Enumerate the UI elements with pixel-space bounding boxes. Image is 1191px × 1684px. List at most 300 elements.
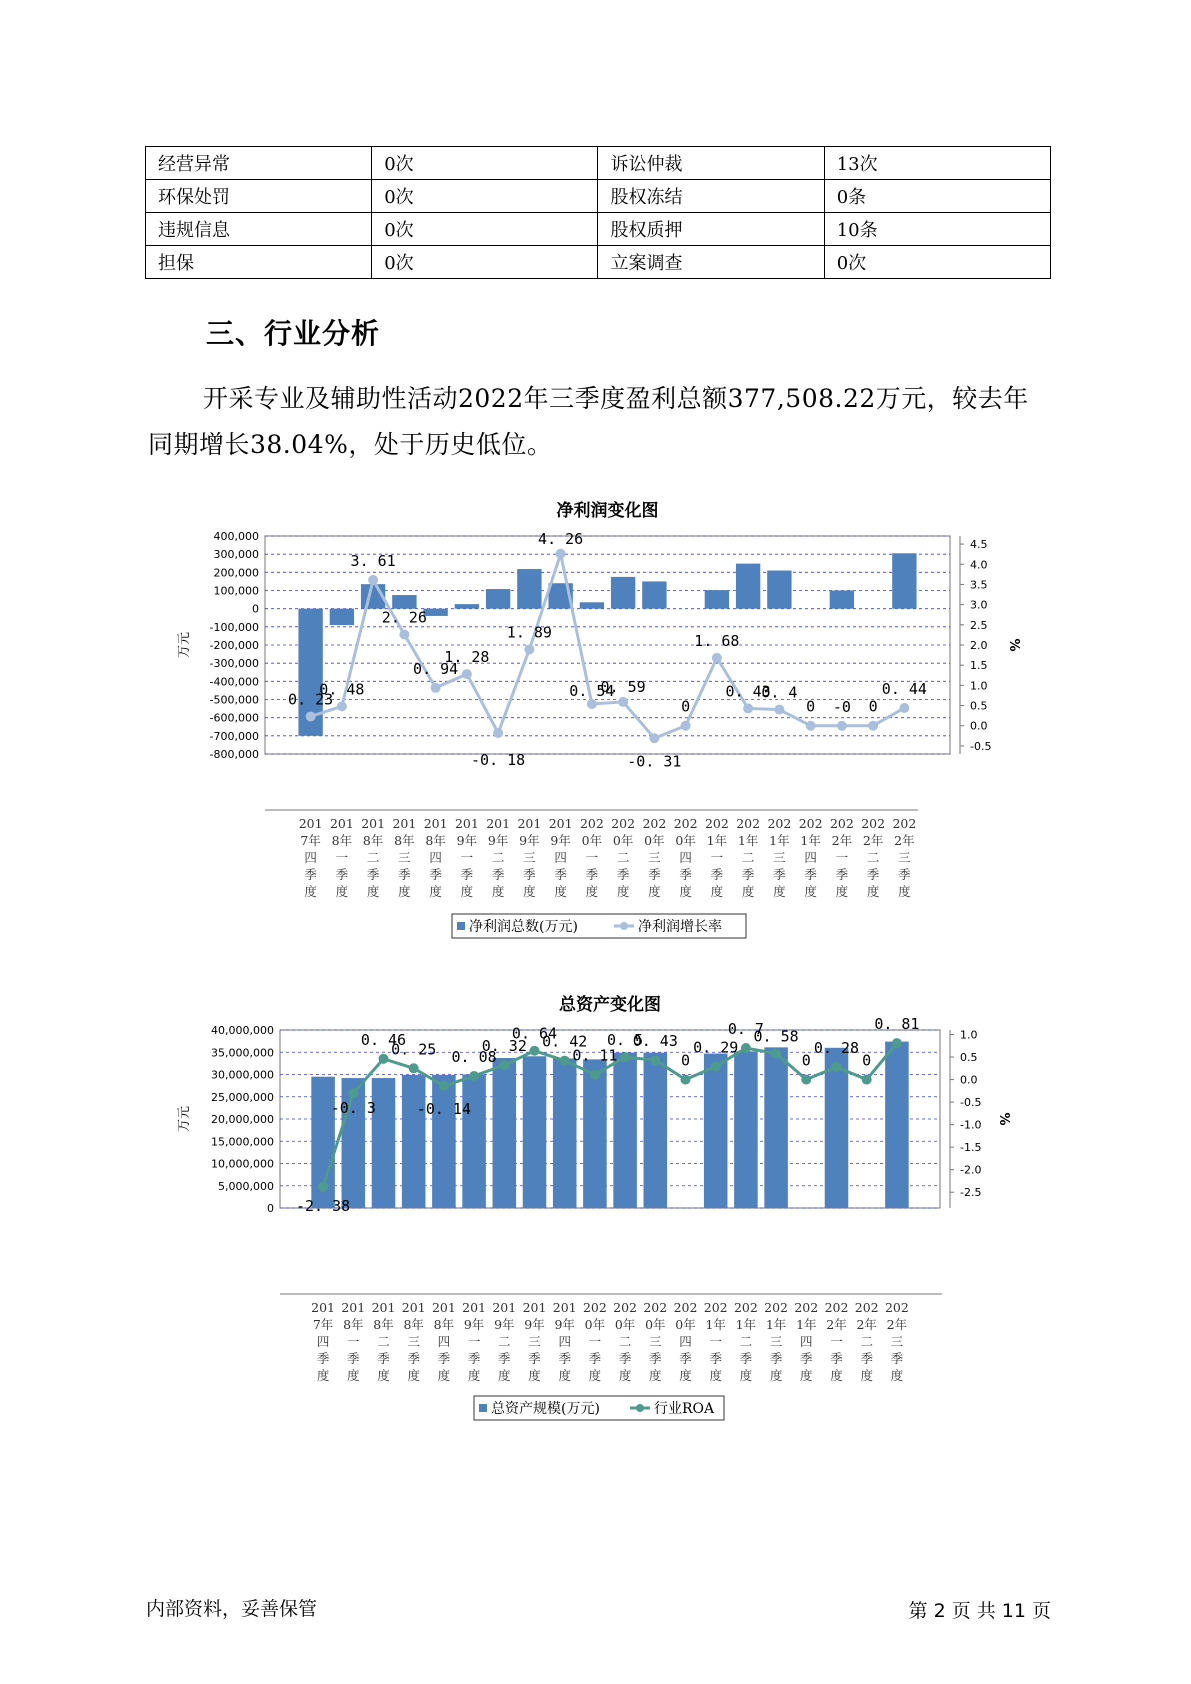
- y2-tick-label: 1.0: [960, 1028, 978, 1042]
- line-point: [862, 1075, 872, 1085]
- x-tick-label: 四: [437, 1334, 451, 1349]
- risk-table-value: 0次: [372, 180, 598, 213]
- bar: [767, 571, 791, 609]
- y2-tick-label: 0.0: [970, 719, 988, 733]
- x-tick-label: 季: [769, 1351, 783, 1366]
- legend-bar-swatch: [479, 1404, 487, 1412]
- x-tick-label: 度: [830, 1368, 843, 1383]
- line-point: [469, 1071, 479, 1081]
- x-tick-label: 201: [522, 1300, 547, 1315]
- x-tick-label: 202: [829, 816, 854, 831]
- x-tick-label: 度: [835, 884, 849, 899]
- x-tick-label: 二: [866, 850, 880, 865]
- x-tick-label: 201: [361, 816, 386, 831]
- x-tick-label: 季: [800, 1351, 813, 1366]
- line-point: [493, 728, 503, 738]
- y-tick-label: 10,000,000: [211, 1157, 274, 1171]
- x-tick-label: 8年: [425, 833, 446, 848]
- x-tick-label: 202: [704, 816, 729, 831]
- bar: [423, 609, 447, 616]
- x-tick-label: 202: [642, 816, 667, 831]
- data-label: 0. 48: [319, 680, 365, 699]
- x-tick-label: 季: [304, 867, 317, 882]
- x-tick-label: 季: [467, 1351, 481, 1366]
- total-assets-chart-svg: [0, 992, 1191, 1442]
- x-tick-label: 一: [588, 1334, 602, 1349]
- x-tick-label: 度: [498, 1368, 511, 1383]
- data-label: 0. 7: [727, 1020, 764, 1039]
- bar: [830, 591, 854, 609]
- legend-line-marker: [620, 922, 628, 930]
- data-label: 0. 58: [753, 1027, 799, 1046]
- line-point: [837, 721, 847, 731]
- y-tick-label: 15,000,000: [211, 1135, 274, 1149]
- y-tick-label: 0: [267, 1202, 274, 1215]
- x-tick-label: 二: [491, 850, 505, 865]
- x-tick-label: 度: [491, 884, 505, 899]
- data-label: 0: [862, 1051, 872, 1070]
- y-tick-label: 5,000,000: [218, 1179, 274, 1193]
- line-point: [712, 653, 722, 663]
- x-tick-label: 季: [429, 867, 442, 882]
- data-label: 1. 68: [694, 631, 740, 650]
- x-tick-label: 度: [377, 1368, 390, 1383]
- x-tick-label: 度: [773, 884, 786, 899]
- x-tick-label: 1年: [735, 1317, 757, 1332]
- y2-tick-label: -1.5: [960, 1141, 982, 1155]
- data-label: 3. 61: [350, 552, 396, 571]
- line-point: [681, 1075, 691, 1085]
- line-point: [318, 1182, 328, 1192]
- x-tick-label: 一: [347, 1334, 360, 1349]
- y2-tick-label: 1.0: [970, 679, 988, 693]
- bar: [611, 577, 635, 609]
- y2-tick-label: -1.0: [960, 1118, 982, 1132]
- y-tick-label: 0: [252, 602, 259, 616]
- x-tick-label: 201: [341, 1300, 366, 1315]
- x-tick-label: 度: [710, 884, 724, 899]
- x-tick-label: 度: [616, 884, 630, 899]
- bar: [736, 564, 760, 609]
- x-tick-label: 四: [304, 850, 317, 865]
- legend-line-label: 净利润增长率: [638, 919, 722, 935]
- x-tick-label: 三: [648, 850, 661, 865]
- y2-tick-label: -0.5: [960, 1096, 982, 1110]
- x-tick-label: 201: [329, 816, 354, 831]
- line-point: [399, 630, 409, 640]
- x-tick-label: 201: [392, 816, 417, 831]
- x-tick-label: 季: [739, 1351, 753, 1366]
- y-axis-label: 万元: [177, 1105, 192, 1133]
- line-point: [868, 721, 878, 731]
- x-tick-label: 季: [649, 1351, 662, 1366]
- x-tick-label: 7年: [300, 833, 321, 848]
- x-tick-label: 一: [585, 850, 599, 865]
- x-tick-label: 三: [890, 1334, 904, 1349]
- x-tick-label: 0年: [644, 833, 665, 848]
- x-tick-label: 度: [528, 1368, 541, 1383]
- x-tick-label: 四: [558, 1334, 571, 1349]
- legend-bar-label: 净利润总数(万元): [469, 919, 578, 935]
- risk-table-value: 0次: [372, 147, 598, 180]
- x-tick-label: 一: [460, 850, 474, 865]
- data-label: 0: [681, 697, 691, 716]
- x-tick-label: 季: [741, 867, 755, 882]
- x-tick-label: 度: [866, 884, 880, 899]
- industry-paragraph: 开采专业及辅助性活动2022年三季度盈利总额377,508.22万元，较去年同期增长38.04%，处于历史低位。: [148, 384, 1029, 459]
- x-tick-label: 度: [588, 1368, 602, 1383]
- total-assets-chart: [0, 992, 1191, 1442]
- risk-table-value: 0次: [824, 246, 1050, 279]
- line-point: [620, 1052, 630, 1062]
- data-label: 0. 94: [413, 659, 459, 678]
- x-tick-label: 一: [835, 850, 849, 865]
- y2-tick-label: -2.0: [960, 1163, 982, 1177]
- data-label: 0. 46: [360, 1030, 407, 1049]
- x-tick-label: 2年: [894, 833, 915, 848]
- line-point: [306, 711, 316, 721]
- x-tick-label: 二: [618, 1334, 632, 1349]
- line-point: [774, 705, 784, 715]
- x-tick-label: 季: [860, 1351, 873, 1366]
- line-point: [681, 721, 691, 731]
- x-tick-label: 季: [616, 867, 630, 882]
- risk-table-label: 环保处罚: [146, 180, 372, 213]
- x-tick-label: 季: [377, 1351, 390, 1366]
- x-tick-label: 2年: [886, 1317, 908, 1332]
- x-tick-label: 三: [769, 1334, 783, 1349]
- x-tick-label: 季: [679, 867, 692, 882]
- x-tick-label: 度: [890, 1368, 904, 1383]
- x-tick-label: 8年: [362, 833, 384, 848]
- risk-info-table: [145, 146, 1051, 279]
- x-tick-label: 9年: [519, 833, 540, 848]
- x-tick-label: 度: [523, 884, 536, 899]
- x-tick-label: 度: [741, 884, 755, 899]
- x-tick-label: 201: [401, 1300, 426, 1315]
- y-tick-label: -400,000: [209, 675, 259, 689]
- line-point: [743, 703, 753, 713]
- y2-tick-label: 2.0: [970, 639, 988, 652]
- risk-table-value: 13次: [824, 147, 1050, 180]
- bar: [644, 1053, 668, 1208]
- line-point: [892, 1038, 902, 1048]
- x-tick-label: 度: [429, 884, 442, 899]
- x-tick-label: 季: [460, 867, 474, 882]
- data-label: 0. 25: [391, 1040, 437, 1059]
- y-tick-label: -600,000: [209, 711, 259, 725]
- x-tick-label: 度: [739, 1368, 753, 1383]
- x-tick-label: 201: [423, 816, 448, 831]
- data-label: -0: [832, 697, 851, 716]
- x-tick-label: 季: [588, 1351, 602, 1366]
- x-tick-label: 二: [616, 850, 630, 865]
- line-point: [806, 721, 816, 731]
- risk-table-row: [146, 180, 1051, 213]
- bar: [764, 1047, 788, 1208]
- legend-line-marker: [636, 1404, 644, 1412]
- data-label: 4. 26: [538, 529, 584, 548]
- x-tick-label: 季: [898, 867, 911, 882]
- x-tick-label: 201: [486, 816, 511, 831]
- line-point: [524, 644, 534, 654]
- x-tick-label: 度: [366, 884, 380, 899]
- x-tick-label: 一: [830, 1334, 843, 1349]
- x-tick-label: 度: [679, 1368, 692, 1383]
- y-tick-label: -800,000: [209, 748, 259, 761]
- line-point: [462, 669, 472, 679]
- x-tick-label: 季: [498, 1351, 511, 1366]
- data-label: 0. 64: [511, 1024, 558, 1043]
- x-tick-label: 1年: [765, 1317, 787, 1332]
- line-point: [368, 575, 378, 585]
- data-label: 0. 59: [600, 677, 646, 696]
- x-tick-label: 三: [773, 850, 786, 865]
- risk-table-value: 0条: [824, 180, 1050, 213]
- data-label: -0. 31: [627, 752, 682, 771]
- x-tick-label: 2年: [831, 833, 853, 848]
- x-tick-label: 度: [304, 884, 317, 899]
- data-label: -0. 3: [330, 1099, 376, 1118]
- x-tick-label: 四: [554, 850, 567, 865]
- line-point: [409, 1063, 419, 1073]
- line-point: [499, 1060, 509, 1070]
- data-label: 0: [868, 697, 878, 716]
- data-label: 0. 81: [874, 1015, 920, 1034]
- y-tick-label: 100,000: [213, 584, 259, 598]
- bar: [734, 1051, 758, 1208]
- x-tick-label: 季: [890, 1351, 904, 1366]
- x-tick-label: 8年: [331, 833, 353, 848]
- x-tick-label: 202: [892, 816, 917, 831]
- x-tick-label: 三: [398, 850, 411, 865]
- y-tick-label: 35,000,000: [211, 1046, 274, 1060]
- bar: [885, 1042, 909, 1208]
- x-tick-label: 2年: [826, 1317, 847, 1332]
- x-tick-label: 季: [335, 867, 349, 882]
- bar: [642, 581, 666, 608]
- x-tick-label: 度: [407, 1368, 420, 1383]
- x-tick-label: 三: [528, 1334, 541, 1349]
- data-label: 0. 43: [725, 682, 771, 701]
- x-tick-label: 202: [703, 1300, 728, 1315]
- bar: [402, 1075, 426, 1208]
- legend-bar-label: 总资产规模(万元): [491, 1401, 600, 1417]
- data-label: 0. 43: [632, 1032, 678, 1051]
- x-tick-label: 季: [773, 867, 786, 882]
- x-tick-label: 1年: [737, 833, 759, 848]
- x-tick-label: 二: [741, 850, 755, 865]
- x-tick-label: 201: [311, 1300, 336, 1315]
- line-point: [431, 683, 441, 693]
- x-tick-label: 202: [733, 1300, 758, 1315]
- risk-table-label: 经营异常: [146, 147, 372, 180]
- risk-table-row: [146, 246, 1051, 279]
- data-label: 0. 32: [481, 1037, 527, 1056]
- line-point: [711, 1062, 721, 1072]
- x-tick-label: 202: [582, 1300, 607, 1315]
- x-tick-label: 一: [335, 850, 349, 865]
- line-point: [556, 549, 566, 559]
- x-tick-label: 四: [679, 850, 692, 865]
- risk-table-label: 股权质押: [598, 213, 824, 246]
- bar: [613, 1053, 637, 1208]
- x-tick-label: 季: [709, 1351, 722, 1366]
- risk-table-row: [146, 213, 1051, 246]
- data-label: 0. 28: [813, 1038, 860, 1057]
- data-label: 0: [806, 697, 816, 716]
- x-tick-label: 202: [613, 1300, 638, 1315]
- bar: [372, 1078, 396, 1208]
- y2-tick-label: 0.0: [960, 1073, 978, 1087]
- x-tick-label: 度: [554, 884, 567, 899]
- bar: [493, 1058, 517, 1208]
- x-tick-label: 9年: [487, 833, 509, 848]
- x-tick-label: 0年: [584, 1317, 606, 1332]
- bar: [462, 1075, 486, 1209]
- legend: [474, 1396, 724, 1420]
- x-tick-label: 二: [739, 1334, 753, 1349]
- x-tick-label: 季: [366, 867, 380, 882]
- x-tick-label: 0年: [675, 1317, 696, 1332]
- line-point: [337, 701, 347, 711]
- x-tick-label: 0年: [675, 833, 696, 848]
- x-tick-label: 202: [798, 816, 823, 831]
- y2-tick-label: 4.5: [970, 538, 988, 552]
- bar: [580, 602, 604, 608]
- net-profit-chart-svg: [0, 496, 1191, 946]
- x-tick-label: 季: [347, 1351, 360, 1366]
- x-tick-label: 季: [585, 867, 599, 882]
- legend-bar-swatch: [457, 922, 465, 930]
- data-label: 0. 08: [451, 1047, 497, 1066]
- y2-tick-label: 3.0: [970, 598, 988, 612]
- risk-table-label: 诉讼仲裁: [598, 147, 824, 180]
- bar: [486, 589, 510, 609]
- risk-table-label: 违规信息: [146, 213, 372, 246]
- y-tick-label: 400,000: [213, 530, 259, 543]
- y2-tick-label: 3.5: [970, 578, 988, 592]
- y-tick-label: -200,000: [209, 639, 259, 652]
- x-tick-label: 8年: [373, 1317, 394, 1332]
- x-tick-label: 季: [554, 867, 567, 882]
- x-tick-label: 度: [335, 884, 349, 899]
- data-label: 2. 26: [381, 608, 427, 627]
- risk-table-value: 0次: [372, 213, 598, 246]
- x-tick-label: 度: [800, 1368, 813, 1383]
- bar: [553, 1058, 577, 1208]
- x-tick-label: 2年: [856, 1317, 877, 1332]
- legend-line-label: 行业ROA: [654, 1401, 715, 1417]
- line-point: [560, 1056, 570, 1066]
- x-tick-label: 0年: [614, 1317, 636, 1332]
- y-tick-label: 25,000,000: [211, 1090, 274, 1104]
- x-tick-label: 四: [679, 1334, 692, 1349]
- x-tick-label: 9年: [554, 1317, 575, 1332]
- y-tick-label: -700,000: [209, 729, 259, 743]
- x-tick-label: 季: [804, 867, 817, 882]
- x-tick-label: 三: [523, 850, 536, 865]
- x-tick-label: 季: [491, 867, 505, 882]
- x-tick-label: 8年: [343, 1317, 364, 1332]
- x-tick-label: 一: [710, 850, 724, 865]
- x-tick-label: 季: [648, 867, 661, 882]
- x-tick-label: 度: [467, 1368, 481, 1383]
- line-point: [618, 697, 628, 707]
- x-tick-label: 季: [558, 1351, 571, 1366]
- line-point: [899, 703, 909, 713]
- x-tick-label: 度: [558, 1368, 571, 1383]
- x-tick-label: 9年: [494, 1317, 515, 1332]
- x-tick-label: 度: [709, 1368, 722, 1383]
- x-tick-label: 三: [407, 1334, 420, 1349]
- x-tick-label: 201: [298, 816, 323, 831]
- data-label: -0. 14: [416, 1099, 471, 1118]
- data-label: -2. 38: [296, 1196, 351, 1215]
- y-tick-label: 40,000,000: [211, 1024, 274, 1037]
- footer-page-number: 第 2 页 共 11 页: [908, 1600, 1051, 1622]
- x-tick-label: 202: [884, 1300, 909, 1315]
- data-label: 0: [680, 1051, 691, 1070]
- y-tick-label: 20,000,000: [211, 1113, 274, 1126]
- x-tick-label: 1年: [800, 833, 821, 848]
- line-point: [832, 1062, 842, 1072]
- x-tick-label: 三: [898, 850, 911, 865]
- x-tick-label: 季: [835, 867, 849, 882]
- x-tick-label: 2年: [862, 833, 884, 848]
- net-profit-chart: [0, 496, 1191, 946]
- chart-title: 净利润变化图: [556, 501, 659, 521]
- y2-tick-label: 4.0: [970, 558, 988, 572]
- y-tick-label: 300,000: [213, 548, 259, 562]
- x-tick-label: 度: [585, 884, 599, 899]
- x-tick-label: 度: [804, 884, 817, 899]
- x-tick-label: 202: [767, 816, 792, 831]
- bar: [432, 1075, 456, 1208]
- line-point: [650, 1055, 660, 1065]
- line-point: [649, 733, 659, 743]
- risk-table-value: 0次: [372, 246, 598, 279]
- x-tick-label: 202: [673, 1300, 698, 1315]
- bar: [455, 604, 479, 609]
- x-tick-label: 201: [552, 1300, 577, 1315]
- line-point: [590, 1070, 600, 1080]
- x-tick-label: 一: [467, 1334, 481, 1349]
- x-tick-label: 季: [398, 867, 411, 882]
- line-point: [379, 1054, 389, 1064]
- risk-table-label: 股权冻结: [598, 180, 824, 213]
- y2-tick-label: 2.5: [970, 618, 988, 632]
- x-tick-label: 201: [462, 1300, 487, 1315]
- x-tick-label: 201: [517, 816, 542, 831]
- data-label: -0. 18: [471, 751, 526, 770]
- x-tick-label: 202: [579, 816, 604, 831]
- x-tick-label: 季: [523, 867, 536, 882]
- x-tick-label: 度: [437, 1368, 451, 1383]
- x-tick-label: 季: [316, 1351, 330, 1366]
- x-tick-label: 9年: [456, 833, 478, 848]
- x-tick-label: 8年: [394, 833, 415, 848]
- bar: [392, 595, 416, 609]
- x-tick-label: 度: [316, 1368, 330, 1383]
- line-point: [439, 1081, 449, 1091]
- line-point: [801, 1075, 811, 1085]
- legend: [452, 914, 746, 938]
- x-tick-label: 8年: [403, 1317, 424, 1332]
- x-tick-label: 202: [643, 1300, 668, 1315]
- y2-tick-label: -0.5: [970, 739, 992, 753]
- data-label: 0. 4: [761, 683, 798, 702]
